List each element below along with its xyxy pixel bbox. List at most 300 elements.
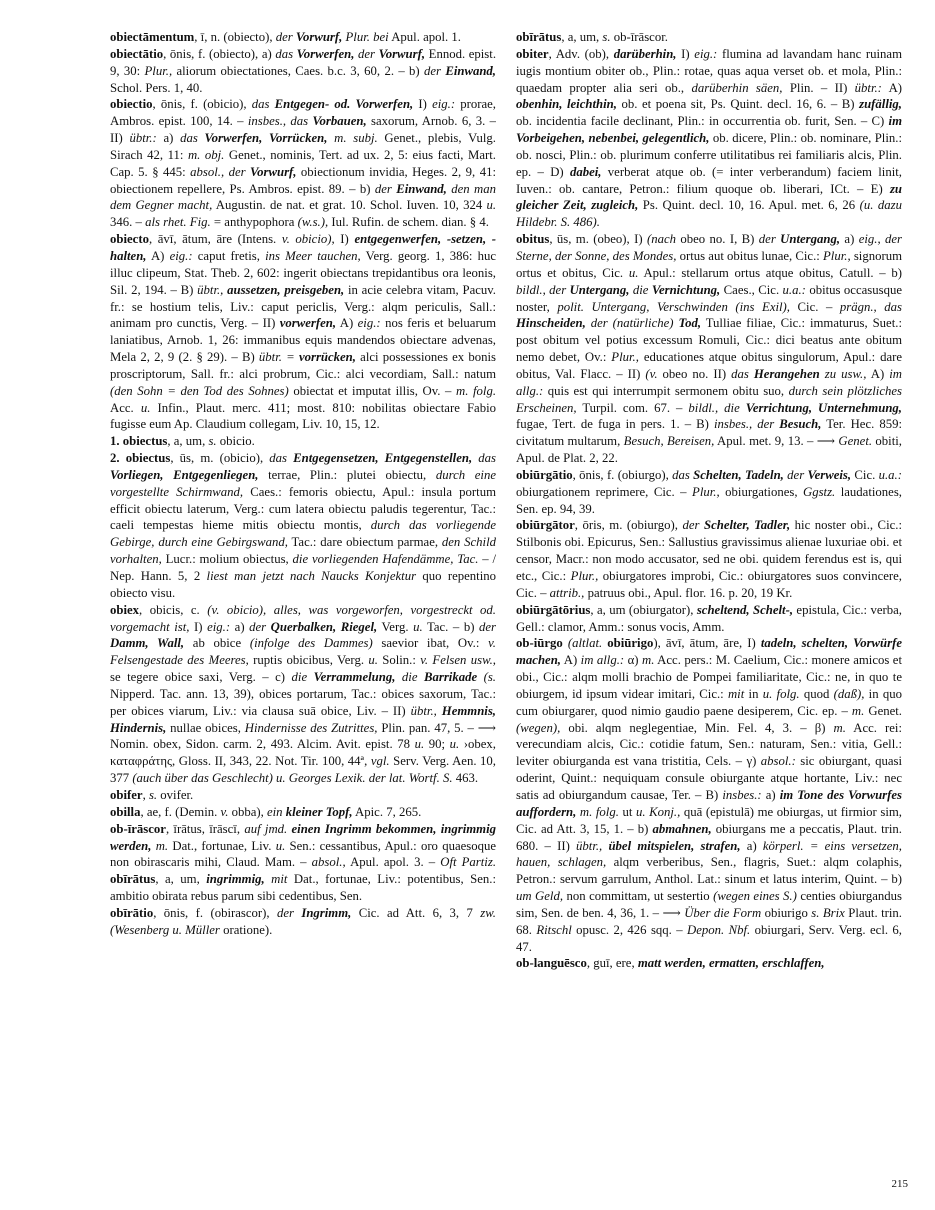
entry-text: (v. <box>645 366 658 381</box>
dictionary-entry <box>110 96 496 231</box>
left-column <box>110 29 496 1179</box>
entry-text: m. obj. <box>187 147 225 162</box>
entry-text: Iul. Rufin. de schem. dian. § 4. <box>328 215 489 230</box>
entry-headword: obiūrgātor <box>516 518 575 533</box>
entry-text: A) <box>560 653 581 668</box>
entry-text: (infolge des Dammes) <box>249 636 373 651</box>
entry-headword: obiūrigo <box>602 636 654 651</box>
entry-text: fugae, Tert. de fuga in pers. 1. – B) <box>516 417 714 432</box>
entry-text: – / Nep. Hann. 5, 2 <box>110 552 496 583</box>
entry-text: m. <box>151 838 169 853</box>
entry-text: die vorliegenden Hafendämme, Tac. <box>292 552 479 567</box>
entry-text: die <box>629 282 652 297</box>
entry-text: , ūs, m. (obeo), I) <box>549 232 647 247</box>
entry-text: Plur., <box>144 63 173 78</box>
entry-text: Verweis, <box>807 467 852 482</box>
entry-text: Barrikade <box>423 670 478 685</box>
entry-text: u.a.: <box>782 282 806 297</box>
entry-text: , ōnis, f. (obicio), <box>152 97 252 112</box>
entry-text: = anthypophora <box>210 215 298 230</box>
entry-text: Tod, <box>678 316 702 331</box>
entry-text: signorum ortus et obitus, Cic. <box>516 248 902 280</box>
entry-text: obeo no. II) <box>657 366 732 381</box>
entry-text: obiurgationem reprimere, Cic. – <box>516 484 693 499</box>
entry-text: in acie celebra vitam, Pacuv. fr.: se hostium telis, Liv.: caput periclis, Verg.: alqm periculis, Sall.: animam pro cunctis, Verg. – II) <box>110 282 496 331</box>
entry-text: s. <box>148 787 158 802</box>
entry-text: Cic. <box>851 467 879 482</box>
dictionary-entry <box>516 955 902 972</box>
entry-text: 346. – <box>110 215 146 230</box>
entry-text: ovifer. <box>157 787 194 802</box>
entry-text: I) <box>676 46 695 61</box>
entry-text: darüberhin, <box>613 46 677 61</box>
entry-text: Entgegen- od. Vorwerfen, <box>274 97 414 112</box>
entry-text: obeo no. I, B) <box>676 232 759 247</box>
entry-text: , ī, n. (obiecto), <box>194 30 276 44</box>
entry-text: Vorwurf, <box>378 46 426 61</box>
entry-text: Entgegensetzen, Entgegenstellen, <box>293 451 473 466</box>
entry-text: (wegen eines S.) <box>713 889 797 904</box>
entry-text: , a, um, <box>155 872 207 887</box>
entry-text: (u. dazu Hildebr. S. 486). <box>516 198 902 230</box>
entry-text: m. folg. <box>576 804 619 819</box>
entry-text: 90; <box>424 737 450 752</box>
entry-text: ob-īrāscor. <box>610 30 668 44</box>
entry-text: I) <box>413 97 433 112</box>
entry-headword: obiūrgātōrius <box>516 602 591 617</box>
entry-text: Hemmnis, Hindernis, <box>110 703 496 735</box>
entry-text: übtr. = <box>258 350 295 365</box>
entry-text: der <box>275 30 296 44</box>
dictionary-entry <box>110 905 496 939</box>
entry-text: Über die Form <box>684 905 762 920</box>
entry-text: der <box>479 619 496 634</box>
entry-text: oratione). <box>219 922 273 937</box>
entry-text: u. <box>275 838 286 853</box>
dictionary-entry <box>110 787 496 804</box>
entry-text: alqm verberibus, Sen., flagris, Suet.: alqm colaphis, Petron.: servum garrulum, Anthol. Lat.: sinum et latus interim, Quint. – b) <box>516 855 902 887</box>
entry-text: u. <box>486 198 496 213</box>
entry-text: obiectat et imputat illis, Ov. – <box>288 383 456 398</box>
entry-text: eig.: <box>432 97 456 112</box>
entry-text: der <box>276 905 302 920</box>
entry-text: , īrātus, īrāscī, <box>165 821 245 836</box>
entry-text: übtr.: <box>854 80 882 95</box>
dictionary-entry <box>110 29 496 46</box>
entry-text: Vorbauen, <box>312 114 367 129</box>
entry-text: obiurgari, Serv. Verg. ecl. 6, 47. <box>516 922 902 954</box>
entry-text: Oft Partiz. <box>440 855 496 870</box>
entry-text: Caes., Cic. <box>720 282 783 297</box>
entry-text: insbes.: <box>722 787 762 802</box>
entry-text: Querbalken, Riegel, <box>270 619 378 634</box>
entry-text: Plur., <box>611 350 639 365</box>
entry-text: (daß), <box>833 686 865 701</box>
entry-text: eig.: <box>694 46 718 61</box>
entry-text: Vorwurf, <box>250 164 297 179</box>
entry-text: Vernichtung, <box>651 282 721 297</box>
entry-headword: obiectāmentum <box>110 30 195 44</box>
entry-text: Vorliegen, Entgegenliegen, <box>110 467 259 482</box>
entry-text: Apic. 7, 265. <box>352 804 422 819</box>
entry-text: im Tone des Vorwurfes auffordern, <box>516 787 902 819</box>
entry-text: eig.: <box>207 619 231 634</box>
entry-text: Apul. met. 9, 13. – ⟶ <box>714 434 839 449</box>
entry-text: Verrammelung, <box>313 670 396 685</box>
entry-text: scheltend, Schelt-, <box>696 602 794 617</box>
dictionary-entry <box>516 46 902 231</box>
dictionary-entry <box>516 635 902 955</box>
entry-text: Apul. apol. 1. <box>388 30 461 44</box>
entry-text: laudationes, Sen. ep. 94, 39. <box>516 484 902 516</box>
entry-text: (nach <box>646 232 676 247</box>
entry-headword: 2. obiectus <box>110 451 171 466</box>
entry-headword: ob-iūrgo <box>516 636 563 651</box>
entry-text: u.a.: <box>878 467 902 482</box>
dictionary-entry <box>110 602 496 787</box>
entry-text: u. <box>414 737 425 752</box>
entry-text: Depon. Nbf. <box>687 922 751 937</box>
entry-text: obitus occasusque noster, <box>516 282 902 314</box>
entry-text: prägn., das <box>839 299 902 314</box>
entry-text: Nipperd. Tac. ann. 13, 39), obices portarum, Tac.: obices saxorum, Tac.: per obices viarum, Liv.: via clausa suā obice, Liv. – II) <box>110 686 496 718</box>
entry-text: quā (epistulā) me obiurgas, ut firmior sim, Cic. ad Att. 3, 15, 1. – b) <box>516 804 902 836</box>
entry-text: ruptis obicibus, Verg. <box>248 653 369 668</box>
entry-text: obenhin, leichthin, <box>516 97 617 112</box>
entry-text: I) <box>189 619 208 634</box>
entry-text: obiurgationes, <box>719 484 803 499</box>
dictionary-entry <box>110 46 496 97</box>
entry-text: u. <box>628 265 639 280</box>
entry-text: attrib., <box>549 585 585 600</box>
entry-text: A) <box>881 80 902 95</box>
entry-headword: obīrātio <box>110 905 154 920</box>
entry-text: , guī, ere, <box>586 956 638 971</box>
entry-text: se tegere obice saxi, Verg. – c) <box>110 670 292 685</box>
entry-text: absol., der <box>190 164 251 179</box>
entry-text: Ter. Hec. 859: civitatum multarum, <box>516 417 902 449</box>
entry-headword: obiter <box>516 46 549 61</box>
entry-text: als rhet. Fig. <box>145 215 211 230</box>
entry-text: übtr.: <box>129 131 157 146</box>
entry-text: der (natürliche) <box>585 316 679 331</box>
entry-text: Hinscheiden, <box>516 316 586 331</box>
entry-text: Damm, Wall, <box>110 636 185 651</box>
entry-text: insbes., das <box>247 114 313 129</box>
entry-text: Acc. pers.: M. Caelium, Cic.: monere amicos et obi., Cic.: alqm molli brachio de Pompei familiaritate, Cic.: ne, in quo te obiurgem, id ipsum videar imitari, Cic.: <box>516 653 902 701</box>
entry-text: Plin. pan. 47, 5. – ⟶ Nomin. obex, Sidon. carm. 2, 493. Alcim. Avit. epist. 78 <box>110 720 496 752</box>
entry-text: Plin. – II) <box>782 80 855 95</box>
entry-text: A) <box>866 366 890 381</box>
entry-text: ortus aut obitus lunae, Cic.: <box>676 248 824 263</box>
entry-text: Untergang, <box>569 282 630 297</box>
entry-text: u. <box>368 653 378 668</box>
entry-text: kleiner Topf, <box>285 804 353 819</box>
entry-text: Genet., plebis, Vulg. Sirach 42, 11: <box>110 131 496 162</box>
entry-text: alci possessiones ex bonis proscriptorum, Sall. fr.: alci probrum, Cic.: alci vecordiam, Sall.: natum <box>110 350 496 381</box>
entry-text: , ae, f. (Demin. <box>140 804 221 819</box>
entry-text: der <box>758 232 781 247</box>
entry-text: (s. <box>477 670 496 685</box>
entry-text: Einwand, <box>396 181 447 196</box>
entry-text: im allg.: <box>580 653 625 668</box>
right-column <box>516 29 902 1179</box>
entry-text: (w.s.), <box>297 215 329 230</box>
entry-text: obi. alqm neglegentiae, Min. Fel. 4, 3. – β) <box>560 720 834 735</box>
entry-text: Genet. <box>864 703 902 718</box>
entry-text: Genet. <box>838 434 873 449</box>
entry-text: entgegenwerfen, -setzen, -halten, <box>110 232 496 263</box>
entry-text: darüberhin säen, <box>691 80 783 95</box>
entry-text: mit <box>727 686 745 701</box>
dictionary-entry <box>110 231 496 433</box>
entry-text: v. Felsengestade des Meeres, <box>110 636 496 668</box>
entry-text: das <box>275 46 297 61</box>
entry-text: auf jmd. <box>244 821 292 836</box>
entry-text: polit. Untergang, Verschwinden (ins Exil), <box>557 299 790 314</box>
entry-text: A) <box>336 316 358 331</box>
entry-text: m. <box>833 720 846 735</box>
entry-text: matt werden, ermatten, erschlaffen, <box>637 956 825 971</box>
entry-text: Plur., <box>570 569 599 583</box>
entry-text: obicio. <box>216 434 255 449</box>
entry-text: ut <box>618 804 636 819</box>
entry-text: Turpil. com. 67. – <box>576 400 689 415</box>
entry-text: (den Sohn = den Tod des Sohnes) <box>110 383 289 398</box>
entry-text: Besuch, <box>779 417 822 432</box>
entry-text: den man dem Gegner macht, <box>110 181 496 213</box>
entry-text: eig., der Sterne, der Sonne, des Mondes, <box>516 232 902 263</box>
entry-text: aliorum obiectationes, Caes. b.c. 3, 60, 2. – b) <box>172 63 424 78</box>
entry-text: das <box>251 97 275 112</box>
entry-text: Ennod. epist. 9, 30: <box>110 46 496 78</box>
entry-text: tadeln, schelten, Vorwürfe machen, <box>516 636 902 668</box>
entry-text: die <box>395 670 424 685</box>
entry-text: Plur., <box>823 248 851 263</box>
entry-text: obiti, Apul. de Plat. 2, 22. <box>516 434 902 466</box>
dictionary-entry <box>110 433 496 450</box>
entry-text: hic noster obi., Cic.: Stilbonis obi. Epicurus, Sen.: Sallustius gravissimus alienae luxuriae obi. et censor, Macr.: non modo accusator, sed ne obi. quidem ferendus est is, qui etc., Cic.: <box>516 518 902 583</box>
entry-text: der <box>354 46 379 61</box>
dictionary-entry <box>516 29 902 46</box>
entry-text: der <box>783 467 808 482</box>
entry-text: Schol. Pers. 1, 40. <box>110 80 203 95</box>
entry-text: um Geld, <box>516 889 564 904</box>
entry-text: (auch über das Geschlecht) u. Georges Lexik. der lat. Wortf. S. <box>132 771 453 786</box>
entry-text: Cic. ad Att. 6, 3, 7 <box>351 905 481 920</box>
entry-text: m. <box>851 703 865 718</box>
entry-text: das <box>472 451 496 466</box>
entry-text: s. Brix <box>811 905 845 920</box>
entry-text: , ōnis, f. (obiurgo), <box>572 467 673 482</box>
entry-text: , ōnis, f. (obiecto), a) <box>163 46 276 61</box>
dictionary-entry <box>110 821 496 905</box>
entry-text: bildl., die <box>688 400 746 415</box>
dictionary-entry <box>110 804 496 821</box>
entry-text: Herangehen <box>753 366 820 381</box>
entry-text: a) <box>740 838 763 853</box>
entry-headword: obiectio <box>110 97 153 112</box>
entry-headword: obilla <box>110 804 141 819</box>
entry-text: Ps. Quint. decl. 10, 16. Apul. met. 6, 26 <box>638 198 860 213</box>
entry-text: Schelter, Tadler, <box>703 518 791 533</box>
entry-text: 463. <box>452 771 479 786</box>
entry-text: Vorwurf, <box>295 30 343 44</box>
entry-text: in <box>744 686 763 701</box>
dictionary-entry <box>516 517 902 601</box>
entry-text: Caes.: femoris obiectu, Apul.: insula portum efficit obiectu laterum, Verg.: cum latera obiectu paludis tegerentur, Tac.: caeli tempestas hieme mitis obiectu montis, <box>110 484 496 533</box>
entry-text: A) <box>146 248 170 263</box>
entry-text: liest man jetzt nach Naucks Konjektur <box>206 569 417 583</box>
entry-text: Vorwerfen, Vorrücken, <box>204 131 328 146</box>
entry-text: Ritschl <box>536 922 572 937</box>
entry-text: centies obiurgandus sim, Sen. de ben. 4, 36, 1. – ⟶ <box>516 889 902 920</box>
entry-text: zu usw., <box>819 366 867 381</box>
entry-text: absol., <box>311 855 346 870</box>
entry-text: opusc. 2, 426 sqq. – <box>571 922 688 937</box>
entry-headword: obiūrgātio <box>516 467 573 482</box>
entry-text: Plur. bei <box>342 30 389 44</box>
entry-text: übel mitspielen, strafen, <box>602 838 741 853</box>
entry-text: (v. obicio), alles, was vorgeworfen, vorgestreckt od. vorgemacht ist, <box>110 602 496 634</box>
entry-text: bildl., der <box>516 282 570 297</box>
entry-text: Vorwerfen, <box>296 46 355 61</box>
entry-text: u. Konj., <box>636 804 681 819</box>
entry-text: eig.: <box>169 248 193 263</box>
entry-text: eig.: <box>357 316 381 331</box>
entry-text: absol.: <box>760 754 796 769</box>
entry-text: ingrimmig, <box>206 872 265 887</box>
entry-text: körperl. = eins versetzen, hauen, schlagen, <box>516 838 902 870</box>
entry-text: epistula, Cic.: verba, Gell.: clamor, Amm.: sonus vocis, Amm. <box>516 602 902 634</box>
entry-headword: obīrātus <box>516 30 562 44</box>
entry-headword: ob-īrāscor <box>110 821 166 836</box>
entry-text: einen Ingrimm bekommen, ingrimmig werden, <box>110 821 496 853</box>
entry-text: saxorum, Arnob. 6, 3. – II) <box>110 114 496 146</box>
entry-text: flumina ad lavandam hanc ruinam iugis montium obiter ob., Plin.: rotae, quas aqua verset ob. et mola, Plin.: quaedam propter alia seri ob., <box>516 46 902 95</box>
entry-text: das <box>731 366 754 381</box>
entry-headword: obitus <box>516 232 550 247</box>
entry-text: ob. dicere, Plin.: ob. nominare, Plin.: ob. nosci, Plin.: ob. plurimum conferre utilitatibus rei familiaris alcis, Plin. ep. – D) <box>516 131 902 179</box>
entry-text: die <box>291 670 314 685</box>
entry-text: u. <box>413 619 423 634</box>
entry-text: , a, um, <box>167 434 209 449</box>
entry-text: , ōnis, f. (obirascor), <box>153 905 277 920</box>
entry-text: Untergang, <box>780 232 841 247</box>
entry-text: m. subj. <box>327 131 378 146</box>
entry-text: Schelten, Tadeln, <box>693 467 784 482</box>
entry-text: m. <box>642 653 655 668</box>
entry-text: obiurgans me a peccatis, Plaut. trin. 680. – II) <box>516 821 902 853</box>
entry-text: , obicis, c. <box>139 602 208 617</box>
entry-text: , a, um, <box>561 30 603 44</box>
entry-text: übtr., <box>410 703 442 718</box>
entry-text: non committam, ut sestertio <box>563 889 714 904</box>
entry-text: Plur., <box>692 484 720 499</box>
entry-text: zu gleicher Zeit, zugleich, <box>516 181 902 213</box>
entry-text: quis est qui interrumpit sermonem obitu suo, <box>543 383 789 398</box>
entry-text: a) <box>761 787 780 802</box>
entry-text: a) <box>156 131 181 146</box>
entry-text: Acc. rei: verecundiam alcis, Cic.: cotidie fatum, Sen.: naturam, Sen.: vitia, Gell.: leviter obiurganda est vana tristitia, Cels. – γ) <box>516 720 902 769</box>
entry-headword: obiex <box>110 602 140 617</box>
entry-text: prorae, Ambros. epist. 100, 14. – <box>110 97 496 129</box>
entry-text: vgl. <box>370 754 390 769</box>
entry-text: Verg. georg. 1, 386: huc illuc clipeum, Stat. Theb. 2, 602: ingerit obiectans trepidantibus ora leonis, Sil. 2, 194. – B) <box>110 248 496 297</box>
entry-text: obiectionum invidia, Heges. 2, 9, 41: obiectionem repellere, Ps. Ambros. epist. 89. – b) <box>110 164 496 196</box>
entry-text: ob. et poena sit, Ps. Quint. decl. 16, 6. – B) <box>616 97 860 112</box>
entry-text: saevior ibat, Ov.: <box>372 636 489 651</box>
entry-text: quo repentino obiecto visu. <box>110 569 496 600</box>
entry-text: (altlat. <box>567 636 603 651</box>
entry-text: das <box>180 131 205 146</box>
entry-text: caput fretis, <box>192 248 266 263</box>
entry-text: Lucr.: molium obiectus, <box>161 552 293 567</box>
entry-headword: obiectātio <box>110 46 164 61</box>
entry-text: den Schild vorhalten, <box>110 535 496 567</box>
entry-text: der <box>249 619 271 634</box>
entry-text: das <box>269 451 294 466</box>
entry-text: Dat., fortunae, Liv. <box>168 838 276 853</box>
entry-text: s. <box>602 30 611 44</box>
entry-text: Augustin. de nat. et grat. 10. Schol. Iuven. 10, 324 <box>212 198 487 213</box>
entry-text: nullae obices, <box>166 720 245 735</box>
dictionary-entry <box>110 450 496 602</box>
entry-text: sic obiurgant, quasi oderint, Quint.: nequiquam consule obiurgante atque hortante, Liv.: nec satis ad obiurgandum causae, Ter. – B) <box>516 754 902 802</box>
entry-text: obiurgatores improbi, Cic.: obiurgatores suos convincere, Cic. – <box>516 569 902 600</box>
entry-text: a) <box>230 619 250 634</box>
page-number: 215 <box>891 1178 908 1190</box>
entry-text: , Adv. (ob), <box>548 46 614 61</box>
entry-text: , āvī, ātum, āre (Intens. <box>148 232 282 247</box>
entry-text: Sen.: cessantibus, Apul.: oro quaesoque non obirascaris mihi, Claud. Mam. – <box>110 838 496 870</box>
entry-text: übtr., <box>576 838 603 853</box>
entry-text: v. Felsen usw., <box>420 653 496 668</box>
entry-text: s. <box>208 434 217 449</box>
entry-text: Verg. <box>377 619 414 634</box>
entry-headword: 1. obiectus <box>110 434 168 449</box>
entry-text: Tulliae filiae, Cic.: immaturus, Suet.: post obitum vel potius excessum Romuli, Cic.: dici beatus ante obitum nemo debet, Ov.: <box>516 316 902 365</box>
entry-text: Besuch, Bereisen, <box>623 434 715 449</box>
entry-headword: obīrātus <box>110 872 156 887</box>
entry-text: Einwand, <box>445 63 496 78</box>
entry-text: mit <box>264 872 288 887</box>
entry-text: , ōris, m. (obiurgo), <box>574 518 683 533</box>
entry-text: ein <box>266 804 286 819</box>
dictionary-entry <box>516 467 902 518</box>
entry-text: Acc. <box>110 400 141 415</box>
entry-text: Genet., nominis, Tert. ad ux. 2, 5: eius facti, Mart. Cap. 5. § 445: <box>110 147 496 179</box>
entry-text: aussetzen, preisgeben, <box>223 282 345 297</box>
entry-text: obiurigo <box>761 905 812 920</box>
entry-text: im allg.: <box>516 366 902 398</box>
entry-headword: ob-languēsco <box>516 956 587 971</box>
entry-text: u. folg. <box>762 686 800 701</box>
entry-text: im Vorbeigehen, nebenbei, gelegentlich, <box>516 114 902 146</box>
entry-text: patruus obi., Apul. flor. 16. p. 20, 19 Kr. <box>584 585 793 600</box>
entry-text: , ūs, m. (obicio), <box>170 451 270 466</box>
entry-text: der <box>424 63 446 78</box>
entry-text: u. <box>140 400 151 415</box>
entry-text: ab obice <box>184 636 250 651</box>
entry-text: Dat., fortunae, Liv.: potentibus, Sen.: ambitio obirata rebus parum sibi cedentibus, Sen. <box>110 872 496 904</box>
entry-headword: obiecto <box>110 232 149 247</box>
entry-text: Verrichtung, Unternehmung, <box>745 400 902 415</box>
dictionary-entry <box>516 602 902 636</box>
entry-text: dabei, <box>569 164 602 179</box>
entry-text: Solin.: <box>377 653 421 668</box>
entry-text: ins Meer tauchen, <box>265 248 361 263</box>
